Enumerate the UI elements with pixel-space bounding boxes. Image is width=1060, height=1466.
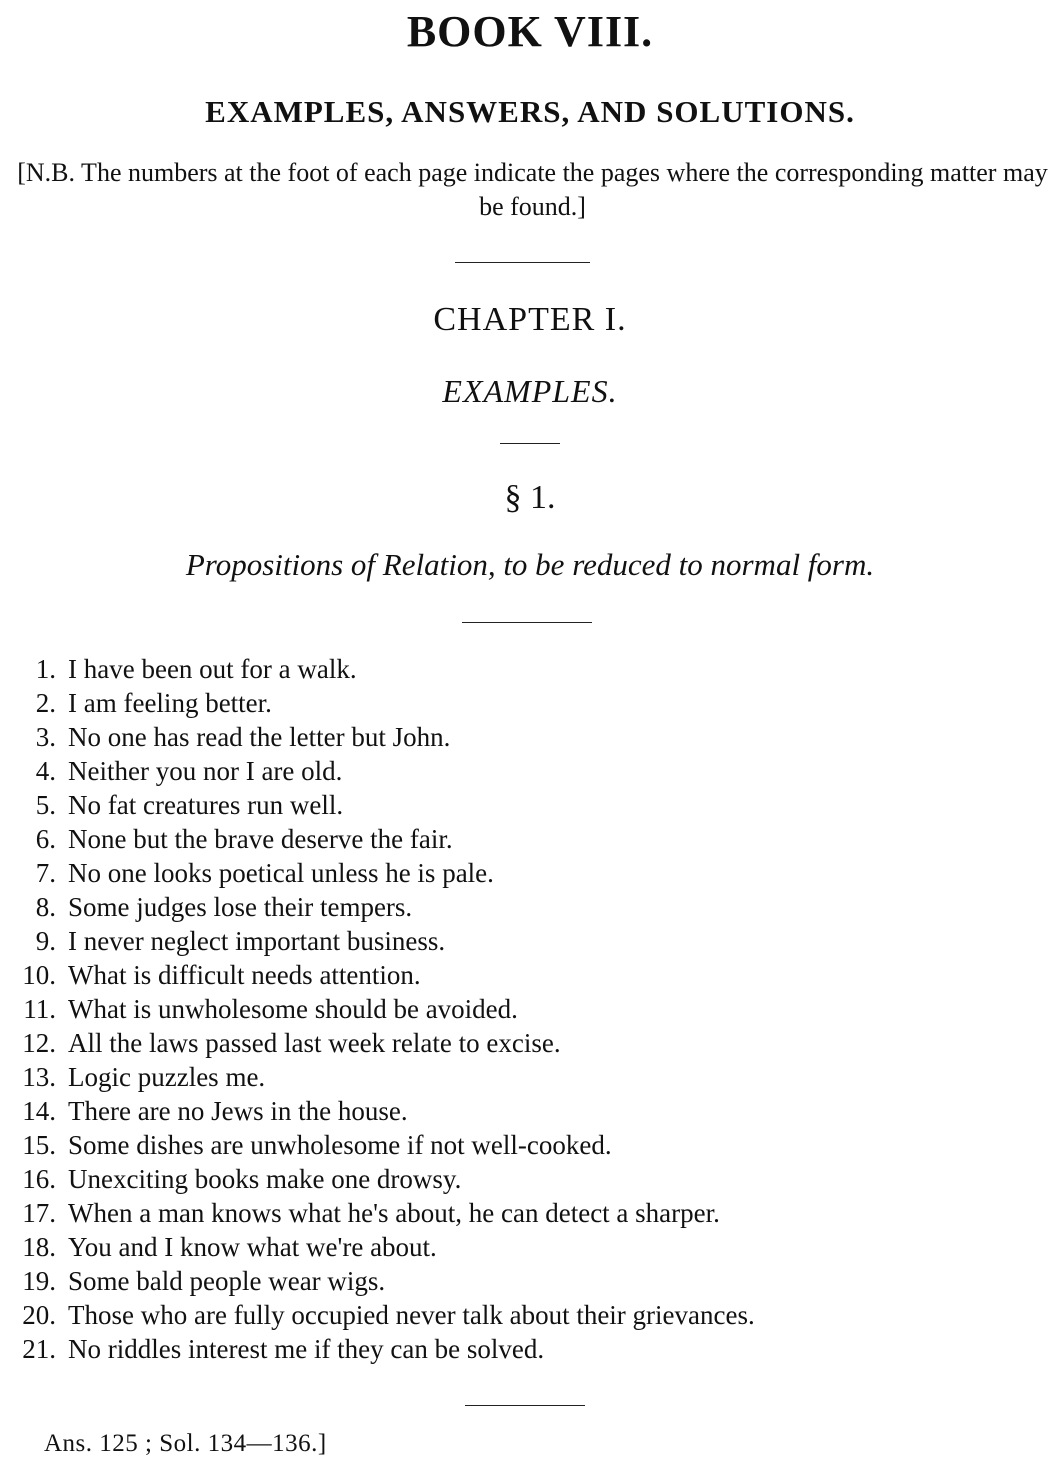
list-item xyxy=(0,1060,1060,1094)
item-text: No one looks poetical unless he is pale. xyxy=(68,858,494,888)
list-item xyxy=(0,1196,1060,1230)
list-item xyxy=(0,992,1060,1026)
list-item xyxy=(0,1230,1060,1264)
item-number: 1. xyxy=(35,654,56,684)
item-text: No riddles interest me if they can be solved. xyxy=(68,1334,545,1364)
item-text: What is unwholesome should be avoided. xyxy=(68,994,518,1024)
item-text: I am feeling better. xyxy=(68,688,272,718)
item-text: None but the brave deserve the fair. xyxy=(68,824,453,854)
item-number: 14. xyxy=(22,1096,56,1126)
item-number: 15. xyxy=(22,1130,56,1160)
section-mark: § 1. xyxy=(504,479,556,516)
chapter-heading: EXAMPLES. xyxy=(442,373,618,409)
item-number: 2. xyxy=(35,688,56,718)
item-number: 21. xyxy=(22,1334,56,1364)
section-title: Propositions of Relation, to be reduced to normal form. xyxy=(185,547,875,582)
list-item xyxy=(0,1128,1060,1162)
item-number: 16. xyxy=(22,1164,56,1194)
divider-rule xyxy=(500,443,560,444)
list-item xyxy=(0,1026,1060,1060)
list-item xyxy=(0,754,1060,788)
item-number: 17. xyxy=(22,1198,56,1228)
list-item xyxy=(0,1332,1060,1366)
book-title: BOOK VIII. xyxy=(406,7,654,56)
list-item xyxy=(0,958,1060,992)
list-item xyxy=(0,1298,1060,1332)
divider-rule xyxy=(465,1405,585,1406)
item-number: 12. xyxy=(22,1028,56,1058)
list-item xyxy=(0,652,1060,686)
item-number: 5. xyxy=(35,790,56,820)
list-item xyxy=(0,1162,1060,1196)
example-list xyxy=(0,652,1060,1366)
item-number: 9. xyxy=(35,926,56,956)
item-text: You and I know what we're about. xyxy=(68,1232,437,1262)
item-number: 6. xyxy=(35,824,56,854)
chapter-title: CHAPTER I. xyxy=(433,301,627,338)
item-text: Unexciting books make one drowsy. xyxy=(68,1164,462,1194)
list-item xyxy=(0,1264,1060,1298)
item-number: 11. xyxy=(23,994,56,1024)
item-text: When a man knows what he's about, he can detect a sharper. xyxy=(68,1198,720,1228)
item-text: Some judges lose their tempers. xyxy=(68,892,413,922)
item-text: All the laws passed last week relate to excise. xyxy=(68,1028,561,1058)
footer-reference: Ans. 125 ; Sol. 134—136.] xyxy=(44,1430,327,1457)
item-number: 4. xyxy=(35,756,56,786)
item-text: Those who are fully occupied never talk about their grievances. xyxy=(68,1300,755,1330)
item-text: Some bald people wear wigs. xyxy=(68,1266,386,1296)
book-subtitle: EXAMPLES, ANSWERS, AND SOLUTIONS. xyxy=(205,94,855,129)
item-number: 3. xyxy=(35,722,56,752)
item-number: 20. xyxy=(22,1300,56,1330)
editorial-note: [N.B. The numbers at the foot of each page indicate the pages where the corresponding matter may be found.] xyxy=(17,158,1048,221)
list-item xyxy=(0,856,1060,890)
item-text: What is difficult needs attention. xyxy=(68,960,421,990)
item-text: Neither you nor I are old. xyxy=(68,756,343,786)
list-item xyxy=(0,686,1060,720)
list-item xyxy=(0,720,1060,754)
item-number: 13. xyxy=(22,1062,56,1092)
item-text: I have been out for a walk. xyxy=(68,654,357,684)
list-item xyxy=(0,924,1060,958)
list-item xyxy=(0,788,1060,822)
divider-rule xyxy=(455,262,590,263)
item-number: 7. xyxy=(35,858,56,888)
item-text: Some dishes are unwholesome if not well-cooked. xyxy=(68,1130,612,1160)
item-number: 10. xyxy=(22,960,56,990)
list-item xyxy=(0,822,1060,856)
item-text: I never neglect important business. xyxy=(68,926,446,956)
item-text: There are no Jews in the house. xyxy=(68,1096,408,1126)
item-number: 18. xyxy=(22,1232,56,1262)
item-number: 8. xyxy=(35,892,56,922)
list-item xyxy=(0,1094,1060,1128)
item-text: Logic puzzles me. xyxy=(68,1062,266,1092)
item-text: No fat creatures run well. xyxy=(68,790,344,820)
item-number: 19. xyxy=(22,1266,56,1296)
list-item xyxy=(0,890,1060,924)
divider-rule xyxy=(462,622,592,623)
item-text: No one has read the letter but John. xyxy=(68,722,451,752)
